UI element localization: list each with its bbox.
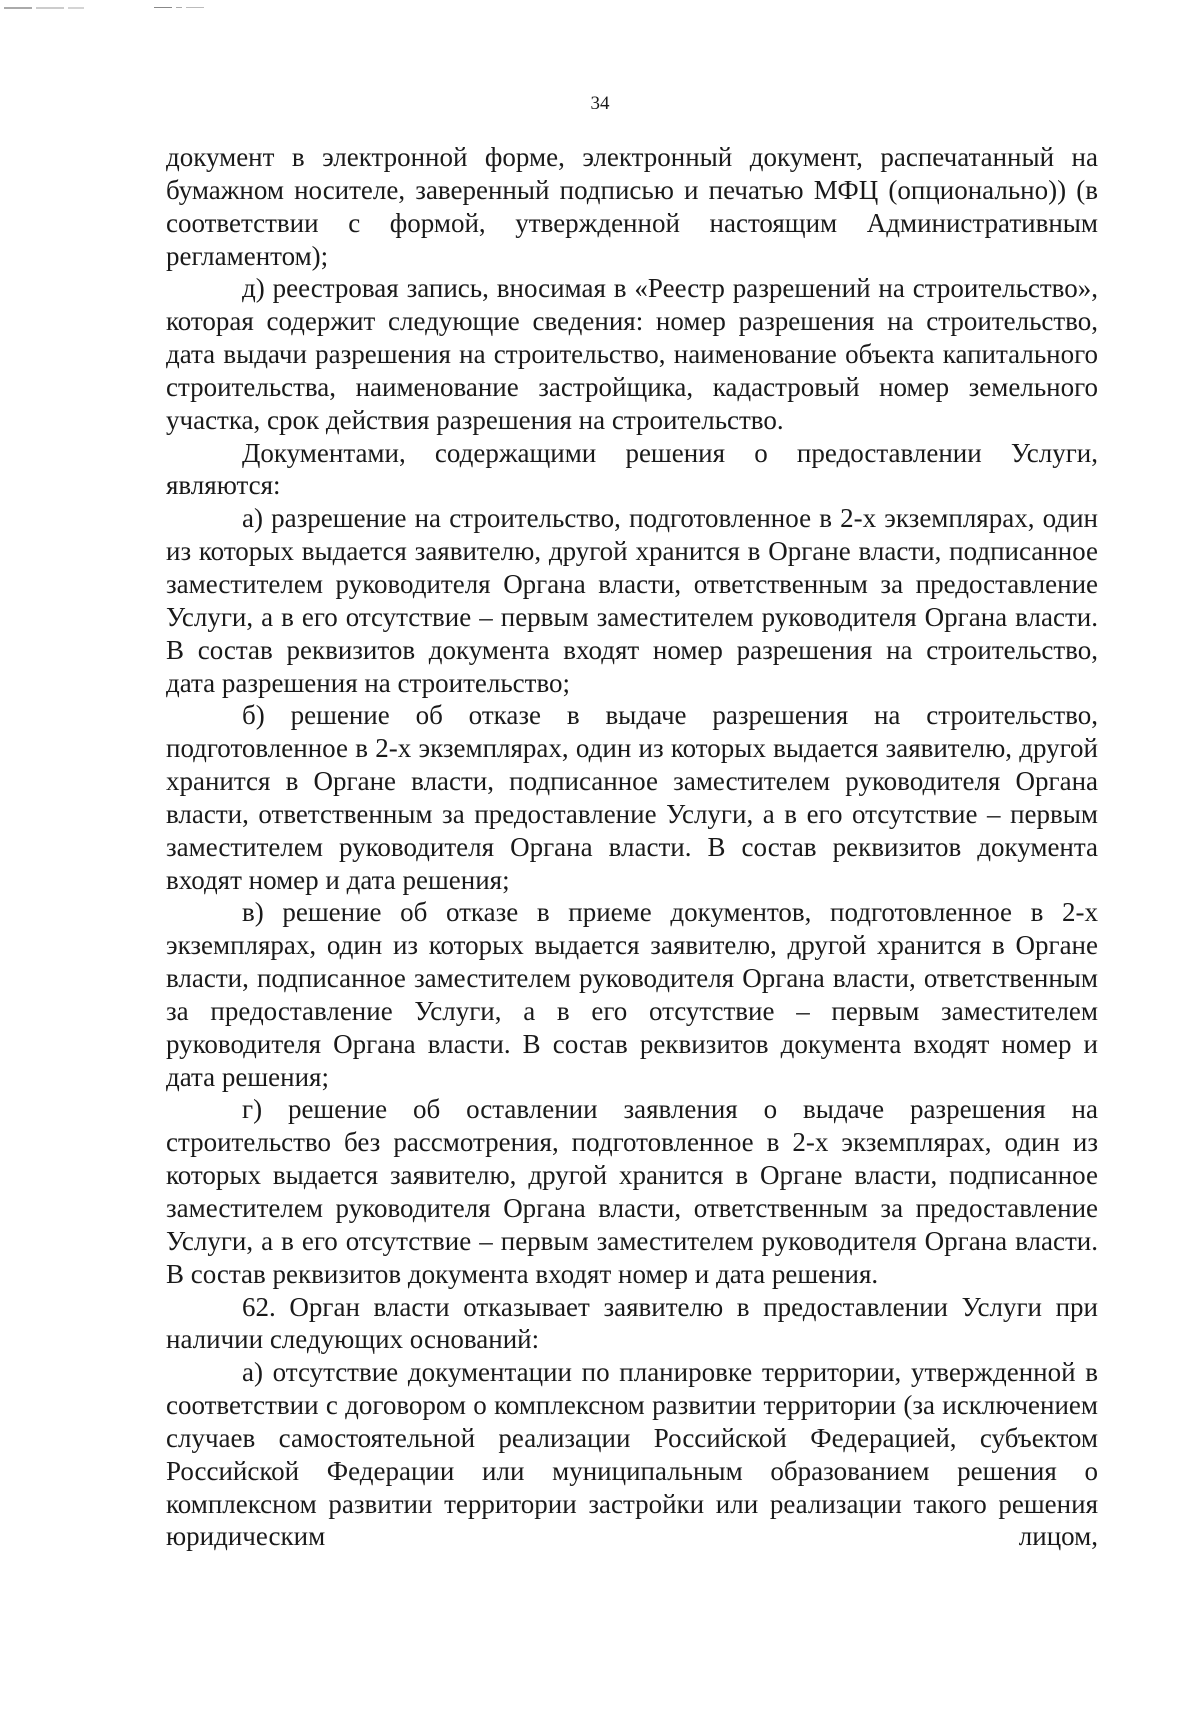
paragraph-item-a-no-planning-documentation: а) отсутствие документации по планировке территории, утвержденной в соответствии с договором о комплексном развитии территории (за исключением случаев самостоятельной реализации Российской Федерацией, субъектом Российской Федерации или муниципальным образованием решения о комплексном развитии территории застройки или реализации такого решения юридическим лицом, bbox=[166, 1357, 1098, 1552]
page-number: 34 bbox=[590, 93, 610, 114]
paragraph-item-v-refusal-acceptance: в) решение об отказе в приеме документов, подготовленное в 2-х экземплярах, один из которых выдается заявителю, другой хранится в Органе власти, подписанное заместителем руководителя Органа власти, ответственным за предоставление Услуги, а в его отсутствие – первым заместителем руководителя Органа власти. В состав реквизитов документа входят номер и дата решения; bbox=[166, 897, 1098, 1092]
paragraph-continuation: документ в электронной форме, электронный документ, распечатанный на бумажном носителе, заверенный подписью и печатью МФЦ (опционально)) (в соответствии с формой, утвержденной настоящим Административным регламентом); bbox=[166, 142, 1098, 271]
paragraph-item-a-permit: а) разрешение на строительство, подготовленное в 2-х экземплярах, один из которых выдается заявителю, другой хранится в Органе власти, подписанное заместителем руководителя Органа власти, ответственным за предоставление Услуги, а в его отсутствие – первым заместителем руководителя Органа власти. В состав реквизитов документа входят номер разрешения на строительство, дата разрешения на строительство; bbox=[166, 503, 1098, 698]
paragraph-62-refusal-grounds: 62. Орган власти отказывает заявителю в предоставлении Услуги при наличии следующих оснований: bbox=[166, 1291, 1098, 1355]
paragraph-item-b-refusal-issue: б) решение об отказе в выдаче разрешения на строительство, подготовленное в 2-х экземплярах, один из которых выдается заявителю, другой хранится в Органе власти, подписанное заместителем руководителя Органа власти, ответственным за предоставление Услуги, а в его отсутствие – первым заместителем руководителя Органа власти. В состав реквизитов документа входят номер и дата решения; bbox=[166, 700, 1098, 895]
scan-edge-marks bbox=[4, 6, 214, 12]
paragraph-item-g-leave-without-review: г) решение об оставлении заявления о выдаче разрешения на строительство без рассмотрения, подготовленное в 2-х экземплярах, один из которых выдается заявителю, другой хранится в Органе власти, подписанное заместителем руководителя Органа власти, ответственным за предоставление Услуги, а в его отсутствие – первым заместителем руководителя Органа власти. В состав реквизитов документа входят номер и дата решения. bbox=[166, 1094, 1098, 1289]
paragraph-decision-documents-intro: Документами, содержащими решения о предоставлении Услуги, являются: bbox=[166, 437, 1098, 501]
paragraph-item-d-registry-entry: д) реестровая запись, вносимая в «Реестр разрешений на строительство», которая содержит следующие сведения: номер разрешения на строительство, дата выдачи разрешения на строительство, наименование объекта капитального строительства, наименование застройщика, кадастровый номер земельного участка, срок действия разрешения на строительство. bbox=[166, 273, 1098, 435]
document-body bbox=[166, 141, 1098, 1553]
